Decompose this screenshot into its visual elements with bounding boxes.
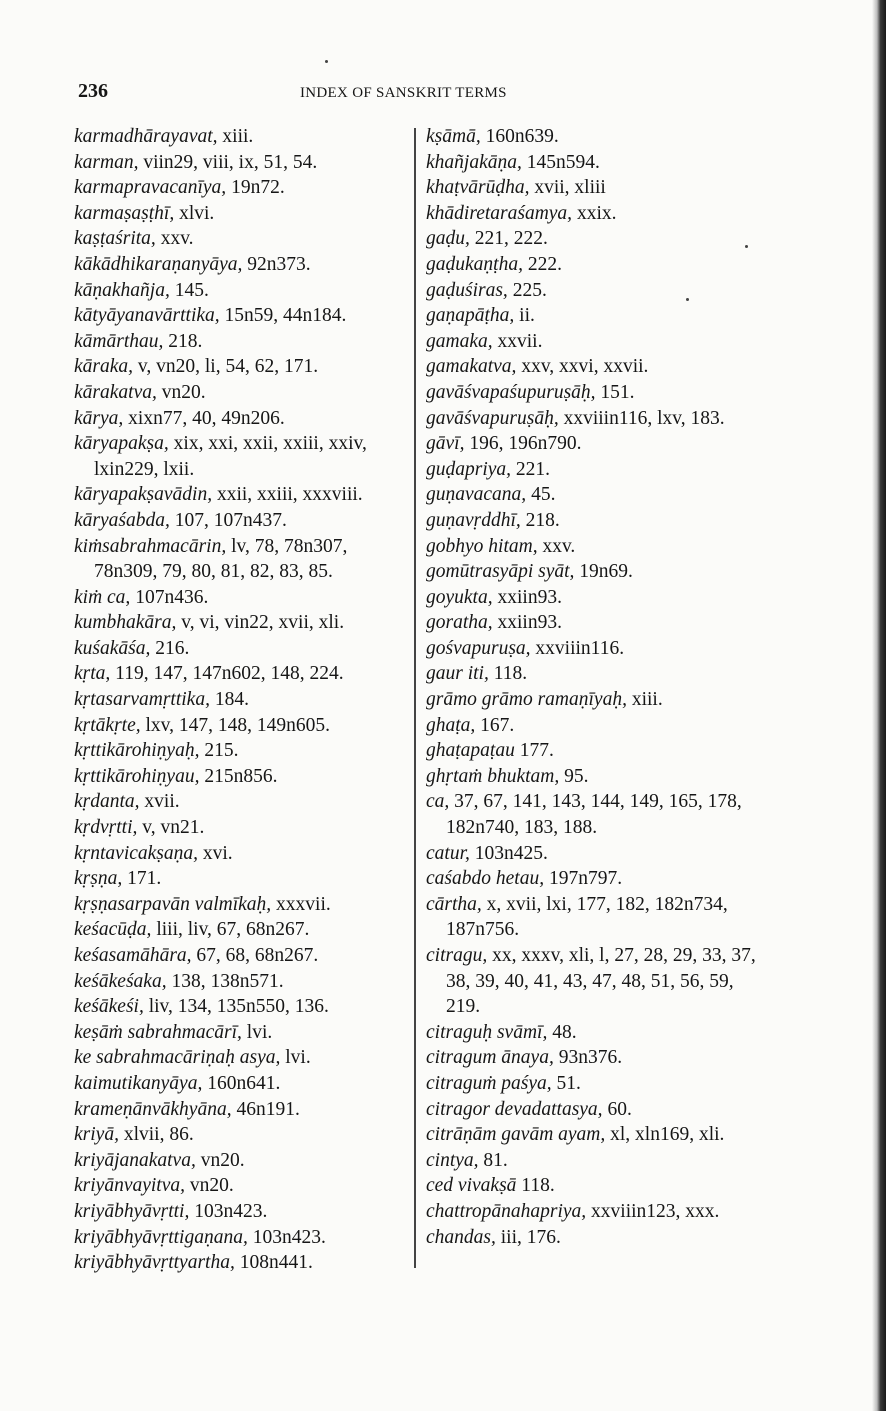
index-entry (426, 380, 766, 406)
index-term: grāmo grāmo ramaṇīyaḥ, (426, 689, 627, 711)
index-entry (426, 866, 766, 892)
index-term: kṛtākṛte, (74, 714, 141, 736)
index-references: 51. (556, 1072, 581, 1094)
index-term: guṇavacana, (426, 484, 527, 506)
index-entry (74, 994, 410, 1020)
index-entry (74, 482, 410, 508)
index-entry (426, 1122, 766, 1148)
index-entry (426, 1020, 766, 1046)
index-term: kriyābhyāvṛtti, (74, 1200, 190, 1222)
index-entry (426, 1071, 766, 1097)
index-entry (74, 892, 410, 918)
index-term: kiṁ ca, (74, 586, 131, 608)
index-term: gaṇapāṭha, (426, 305, 515, 327)
index-term: kāryaśabda, (74, 509, 170, 531)
index-references: 95. (564, 765, 589, 787)
index-entry (74, 943, 410, 969)
index-references: 221. (515, 458, 551, 480)
index-entry (74, 1225, 410, 1251)
index-references: 221, 222. (474, 228, 548, 250)
index-references: 118. (493, 663, 528, 685)
scan-speck (686, 298, 689, 301)
index-entry (74, 738, 410, 764)
index-references: xxv. (160, 228, 194, 250)
index-references: xxiin93. (497, 612, 562, 634)
index-entry (74, 534, 410, 585)
index-entry (74, 610, 410, 636)
index-references: lvi. (285, 1047, 311, 1069)
index-references: 60. (607, 1098, 632, 1120)
index-references: 119, 147, 147n602, 148, 224. (115, 663, 344, 685)
index-entry (426, 124, 766, 150)
index-entry (74, 585, 410, 611)
index-term: khaṭvārūḍha, (426, 177, 530, 199)
index-term: kṛṣṇa, (74, 868, 123, 890)
index-entry (426, 508, 766, 534)
index-entry (426, 252, 766, 278)
index-entry (426, 661, 766, 687)
index-entry (426, 559, 766, 585)
right-index-column (426, 124, 766, 1250)
index-entry (74, 841, 410, 867)
index-references: xlvi. (179, 202, 215, 224)
index-entry (426, 150, 766, 176)
index-term: gaḍu, (426, 228, 470, 250)
index-entry (426, 1097, 766, 1123)
index-entry (426, 789, 766, 840)
index-term: kāraka, (74, 356, 134, 378)
index-term: goratha, (426, 612, 493, 634)
index-references: 81. (483, 1149, 508, 1171)
index-references: xiii. (222, 126, 254, 147)
index-references: liii, liv, 67, 68n267. (156, 919, 310, 941)
index-entry (74, 226, 410, 252)
index-term: kṛdanta, (74, 791, 140, 813)
page-number: 236 (78, 80, 108, 102)
index-entry (74, 278, 410, 304)
index-entry (74, 329, 410, 355)
index-term: kārya, (74, 407, 124, 429)
index-references: 196, 196n790. (469, 433, 582, 455)
index-references: xiii. (631, 689, 663, 711)
index-term: kṛṣṇasarpavān valmīkaḥ, (74, 893, 272, 915)
index-term: gomūtrasyāpi syāt, (426, 561, 575, 583)
index-entry (74, 866, 410, 892)
index-term: kriyābhyāvṛttyartha, (74, 1252, 235, 1274)
index-entry (426, 354, 766, 380)
index-term: kāmārthau, (74, 330, 164, 352)
index-references: 37, 67, 141, 143, 144, 149, 165, 178, 182n740, 183, 188. (446, 791, 742, 839)
index-entry (426, 943, 766, 1020)
index-term: kriyā, (74, 1124, 119, 1146)
index-references: xxv. (542, 535, 576, 557)
index-term: gamakatva, (426, 356, 517, 378)
index-term: kāryapakṣa, (74, 433, 169, 455)
index-entry (426, 841, 766, 867)
index-references: xxv, xxvi, xxvii. (521, 356, 649, 378)
index-entry (74, 201, 410, 227)
index-term: ghṛtaṁ bhuktam, (426, 765, 560, 787)
index-references: 107n436. (135, 586, 209, 608)
index-term: keṣāṁ sabrahmacārī, (74, 1021, 242, 1043)
index-references: v, vn21. (142, 817, 205, 839)
index-term: ca, (426, 791, 450, 813)
index-references: iii, 176. (500, 1226, 561, 1248)
index-references: viin29, viii, ix, 51, 54. (143, 151, 318, 173)
index-term: keśākeśi, (74, 996, 144, 1018)
index-references: xxviiin116, lxv, 183. (563, 407, 725, 429)
scan-speck (745, 245, 748, 248)
index-entry (426, 1199, 766, 1225)
index-term: khādiretaraśamya, (426, 202, 573, 224)
index-term: gavāśvapaśupuruṣāḥ, (426, 381, 596, 403)
index-term: citragum ānaya, (426, 1047, 554, 1069)
index-references: 19n69. (579, 561, 633, 583)
index-references: 103n425. (474, 842, 548, 864)
index-references: 218. (525, 509, 560, 531)
index-references: 177. (519, 740, 554, 762)
index-references: x, xvii, lxi, 177, 182, 182n734, 187n756. (446, 893, 728, 941)
index-references: 107, 107n437. (174, 509, 287, 531)
index-entry (74, 815, 410, 841)
index-entry (74, 636, 410, 662)
index-references: v, vi, vin22, xvii, xli. (181, 612, 345, 634)
index-entry (426, 201, 766, 227)
index-references: lxv, 147, 148, 149n605. (145, 714, 331, 736)
index-term: chattropānahapriya, (426, 1200, 587, 1222)
index-references: 48. (552, 1021, 577, 1043)
index-references: xixn77, 40, 49n206. (128, 407, 285, 429)
index-term: kṛttikārohiṇyaḥ, (74, 740, 200, 762)
index-references: xix, xxi, xxii, xxiii, xxiv, lxin229, lxii. (94, 433, 367, 480)
index-references: xxviiin123, xxx. (591, 1200, 720, 1222)
index-entry (426, 764, 766, 790)
index-term: cārtha, (426, 893, 482, 915)
index-entry (426, 1045, 766, 1071)
index-term: kātyāyanavārttika, (74, 305, 220, 327)
index-references: xl, xln169, xli. (610, 1124, 725, 1146)
index-entry (74, 917, 410, 943)
index-entry (426, 610, 766, 636)
index-term: keśacūḍa, (74, 919, 152, 941)
index-entry (74, 789, 410, 815)
index-entry (74, 1173, 410, 1199)
index-entry (74, 303, 410, 329)
index-term: ghaṭapaṭau (426, 740, 515, 762)
index-entry (426, 329, 766, 355)
index-references: 160n641. (207, 1072, 281, 1094)
index-entry (426, 175, 766, 201)
index-references: 215. (204, 740, 239, 762)
index-term: ced vivakṣā (426, 1175, 517, 1197)
index-references: 93n376. (558, 1047, 623, 1069)
index-term: karmadhārayavat, (74, 126, 218, 147)
index-references: xlvii, 86. (123, 1124, 194, 1146)
index-references: xxii, xxiii, xxxviii. (216, 484, 363, 506)
index-term: gaḍukaṇṭha, (426, 253, 523, 275)
index-term: catur, (426, 842, 470, 864)
index-entry (426, 687, 766, 713)
index-term: caśabdo hetau, (426, 868, 545, 890)
index-entry (74, 252, 410, 278)
index-entry (74, 431, 410, 482)
index-references: 167. (480, 714, 515, 736)
index-references: xx, xxxv, xli, l, 27, 28, 29, 33, 37, 38, 39, 40, 41, 43, 47, 48, 51, 56, 59, 219. (446, 945, 756, 1018)
index-entry (426, 406, 766, 432)
index-entry (426, 534, 766, 560)
index-references: 151. (600, 381, 635, 403)
index-references: vn20. (189, 1175, 234, 1197)
index-term: kaimutikanyāya, (74, 1072, 203, 1094)
index-entry (426, 738, 766, 764)
index-term: gośvapuruṣa, (426, 637, 531, 659)
index-entry (74, 1122, 410, 1148)
index-references: lvi. (246, 1021, 273, 1043)
index-entry (426, 636, 766, 662)
index-term: gaḍuśiras, (426, 279, 508, 301)
index-references: 103n423. (252, 1226, 326, 1248)
index-entry (426, 226, 766, 252)
index-references: lv, 78, 78n307, 78n309, 79, 80, 81, 82, 83, 85. (94, 535, 348, 583)
index-term: citragor devadattasya, (426, 1098, 603, 1120)
index-references: 45. (531, 484, 556, 506)
index-references: xxiin93. (497, 586, 562, 608)
index-references: 138, 138n571. (171, 970, 284, 992)
index-term: kriyābhyāvṛttigaṇana, (74, 1226, 248, 1248)
index-entry (74, 124, 410, 150)
index-references: v, vn20, li, 54, 62, 171. (137, 356, 319, 378)
index-entry (426, 1148, 766, 1174)
index-references: 184. (214, 689, 249, 711)
index-entry (74, 1071, 410, 1097)
index-term: karmaṣaṣṭhī, (74, 202, 175, 224)
index-term: goyukta, (426, 586, 493, 608)
index-references: xxix. (576, 202, 617, 224)
index-references: xxvii. (497, 330, 543, 352)
index-term: citrāṇām gavām ayam, (426, 1124, 606, 1146)
index-term: kaṣṭaśrita, (74, 228, 156, 250)
index-term: gobhyo hitam, (426, 535, 538, 557)
index-entry (426, 713, 766, 739)
index-term: guḍapriya, (426, 458, 512, 480)
index-term: kṛntavicakṣaṇa, (74, 842, 199, 864)
index-term: keśākeśaka, (74, 970, 167, 992)
index-term: citraguḥ svāmī, (426, 1021, 548, 1043)
index-entry (74, 687, 410, 713)
index-term: kāryapakṣavādin, (74, 484, 213, 506)
index-references: xxxvii. (276, 893, 331, 915)
index-term: kuśakāśa, (74, 637, 151, 659)
index-term: krameṇānvākhyāna, (74, 1098, 232, 1120)
index-references: 225. (512, 279, 547, 301)
index-term: gamaka, (426, 330, 493, 352)
index-entry (74, 1097, 410, 1123)
index-entry (426, 1173, 766, 1199)
index-term: kiṁsabrahmacārin, (74, 535, 227, 557)
index-term: kāṇakhañja, (74, 279, 170, 301)
index-term: kṛdvṛtti, (74, 817, 138, 839)
index-references: 15n59, 44n184. (224, 305, 347, 327)
index-term: kṛtasarvamṛttika, (74, 689, 210, 711)
index-entry (74, 508, 410, 534)
index-term: kriyānvayitva, (74, 1175, 185, 1197)
index-term: kumbhakāra, (74, 612, 177, 634)
index-references: 67, 68, 68n267. (196, 945, 319, 966)
index-term: gavāśvapuruṣāḥ, (426, 407, 559, 429)
index-entry (74, 354, 410, 380)
index-entry (74, 764, 410, 790)
index-references: 197n797. (548, 868, 623, 890)
index-references: xxviiin116. (535, 637, 625, 659)
column-divider (414, 128, 416, 1268)
index-references: xvii. (144, 791, 180, 813)
index-term: karman, (74, 151, 139, 173)
index-term: ke sabrahmacāriṇaḥ asya, (74, 1047, 281, 1069)
index-term: cintya, (426, 1149, 479, 1171)
index-references: ii. (519, 305, 535, 327)
index-entry (74, 380, 410, 406)
index-references: 145. (174, 279, 209, 301)
index-entry (426, 431, 766, 457)
scan-speck (325, 60, 328, 63)
index-entry (74, 969, 410, 995)
index-term: citraguṁ paśya, (426, 1072, 552, 1094)
index-term: kriyājanakatva, (74, 1149, 196, 1171)
index-references: 160n639. (485, 126, 559, 147)
index-entry (426, 457, 766, 483)
index-term: khañjakāṇa, (426, 151, 522, 173)
index-entry (74, 1250, 410, 1276)
index-references: 145n594. (526, 151, 600, 173)
index-references: 108n441. (239, 1252, 313, 1274)
index-entry (74, 1045, 410, 1071)
index-term: karmapravacanīya, (74, 177, 227, 199)
index-term: gaur iti, (426, 663, 489, 685)
left-index-column (74, 124, 410, 1276)
index-references: 46n191. (236, 1098, 300, 1120)
index-entry (74, 713, 410, 739)
index-references: 118. (521, 1175, 555, 1197)
index-term: chandas, (426, 1226, 496, 1248)
index-term: kṛttikārohiṇyau, (74, 765, 200, 787)
index-entry (74, 150, 410, 176)
index-entry (74, 1020, 410, 1046)
index-references: xvi. (202, 842, 233, 864)
index-term: citragu, (426, 945, 488, 966)
index-term: keśasamāhāra, (74, 945, 192, 966)
index-term: kṣāmā, (426, 126, 481, 147)
index-references: 19n72. (231, 177, 285, 199)
index-entry (74, 661, 410, 687)
index-references: 215n856. (204, 765, 278, 787)
index-entry (426, 892, 766, 943)
running-head: INDEX OF SANSKRIT TERMS (300, 85, 507, 101)
index-references: 216. (155, 637, 190, 659)
index-term: kākādhikaraṇanyāya, (74, 253, 243, 275)
index-entry (74, 406, 410, 432)
index-references: 103n423. (194, 1200, 268, 1222)
index-entry (74, 1199, 410, 1225)
index-references: 222. (527, 253, 562, 275)
index-term: ghaṭa, (426, 714, 476, 736)
index-entry (426, 585, 766, 611)
index-references: 92n373. (247, 253, 311, 275)
index-entry (74, 1148, 410, 1174)
index-entry (426, 303, 766, 329)
index-references: 218. (168, 330, 203, 352)
index-entry (426, 278, 766, 304)
index-references: xvii, xliii (534, 177, 606, 199)
page-binding-shadow (872, 0, 886, 1411)
index-term: kṛta, (74, 663, 111, 685)
index-entry (426, 1225, 766, 1251)
index-references: 171. (127, 868, 162, 890)
index-entry (74, 175, 410, 201)
index-references: vn20. (161, 381, 206, 403)
index-term: guṇavṛddhī, (426, 509, 521, 531)
index-term: gāvī, (426, 433, 465, 455)
index-entry (426, 482, 766, 508)
index-term: kārakatva, (74, 381, 157, 403)
index-references: liv, 134, 135n550, 136. (148, 996, 329, 1018)
index-references: vn20. (200, 1149, 245, 1171)
